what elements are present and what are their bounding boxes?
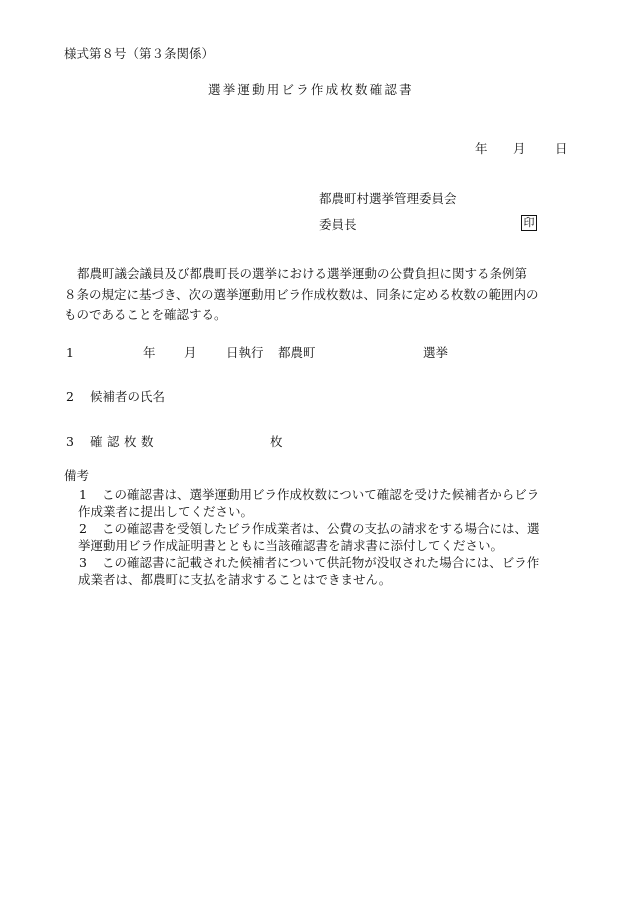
note-item — [64, 521, 574, 554]
date-day-label: 日 — [555, 141, 568, 156]
body-line-1: 都農町議会議員及び都農町長の選挙における選挙運動の公費負担に関する条例第 — [77, 266, 528, 281]
item-1-election: 選挙 — [423, 345, 449, 360]
note-item — [64, 487, 574, 520]
item-2-number: 2 — [66, 389, 74, 404]
issuer-committee: 都農町村選挙管理委員会 — [319, 191, 457, 206]
seal-mark: 印 — [521, 215, 537, 231]
body-line-3: ものであることを確認する。 — [64, 307, 227, 322]
item-1-year-label: 年 — [143, 345, 156, 360]
item-2-label: 候補者の氏名 — [90, 389, 166, 404]
body-line-2: ８条の規定に基づき、次の選挙運動用ビラ作成枚数は、同条に定める枚数の範囲内の — [64, 286, 539, 302]
note-line: 挙運動用ビラ作成証明書とともに当該確認書を請求書に添付してください。 — [78, 537, 504, 553]
date-year-label: 年 — [475, 141, 488, 156]
item-1-town: 都農町 — [278, 345, 316, 360]
note-line: 作成業者に提出してください。 — [78, 503, 254, 519]
issuer-chair: 委員長 — [319, 217, 357, 232]
item-3-number: 3 — [66, 434, 74, 449]
item-3-unit: 枚 — [270, 434, 283, 449]
item-3-label: 確認枚数 — [90, 434, 159, 449]
note-line: 成業者は、都農町に支払を請求することはできません。 — [78, 571, 392, 587]
date-month-label: 月 — [513, 141, 526, 156]
body-paragraph — [64, 264, 574, 326]
note-number: 1 — [79, 487, 87, 502]
item-1-number: 1 — [66, 345, 74, 360]
notes-heading: 備考 — [64, 468, 90, 483]
note-number: 3 — [79, 555, 87, 570]
form-number: 様式第８号（第３条関係） — [64, 46, 215, 61]
item-1-day-label: 日執行 — [226, 345, 264, 360]
note-line: この確認書は、選挙運動用ビラ作成枚数について確認を受けた候補者からビラ — [102, 487, 540, 502]
note-line: この確認書に記載された候補者について供託物が没収された場合には、ビラ作 — [102, 555, 540, 570]
item-1-month-label: 月 — [184, 345, 197, 360]
note-line: この確認書を受領したビラ作成業者は、公費の支払の請求をする場合には、選 — [102, 521, 540, 536]
note-item — [64, 555, 574, 588]
note-number: 2 — [79, 521, 87, 536]
document-title: 選挙運動用ビラ作成枚数確認書 — [208, 82, 414, 97]
